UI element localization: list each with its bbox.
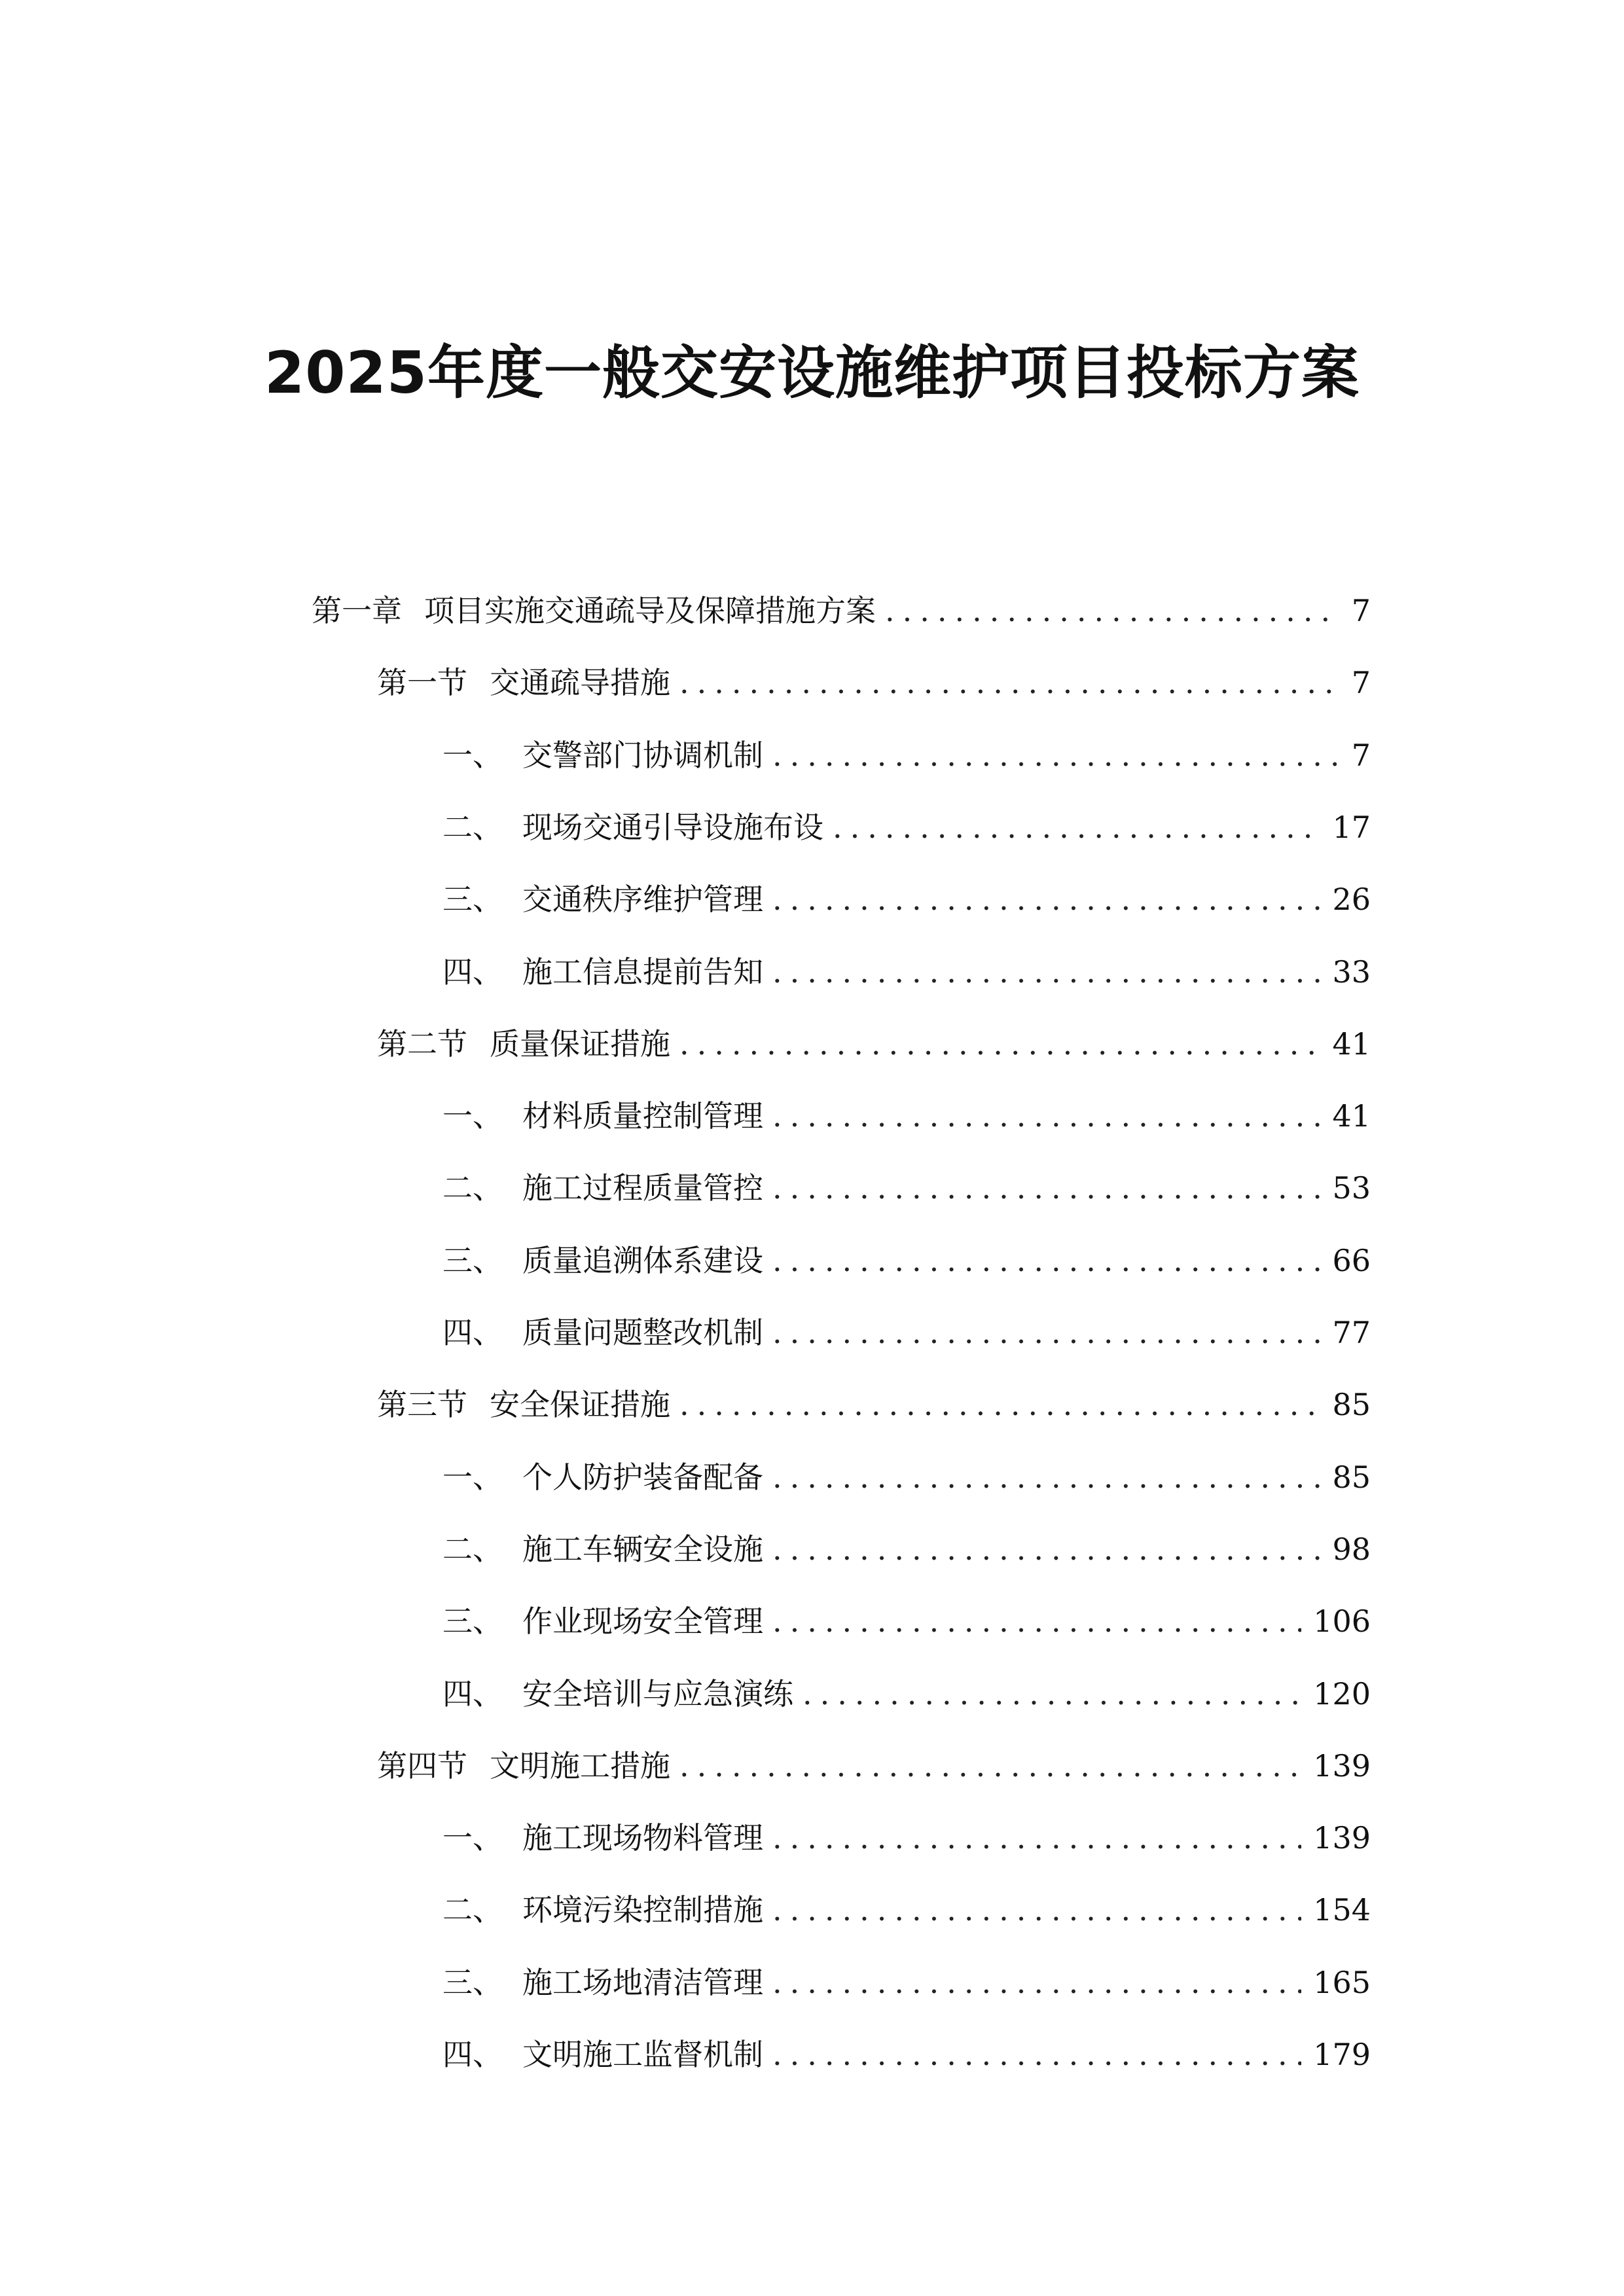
toc-entry[interactable]: [442, 863, 1371, 935]
toc-entry[interactable]: [442, 1152, 1371, 1224]
toc-entry-number: 二、: [442, 1532, 503, 1567]
toc-entry[interactable]: [442, 1658, 1371, 1730]
toc-entry[interactable]: [442, 1441, 1371, 1513]
toc-entry[interactable]: [442, 936, 1371, 1008]
toc-dot-leader: [679, 647, 1339, 719]
toc-entry[interactable]: [377, 1008, 1371, 1080]
toc-entry-page-number: 154: [1313, 1892, 1371, 1928]
toc-dot-leader: [772, 1152, 1320, 1224]
toc-entry-title: 文明施工措施: [490, 1748, 670, 1784]
toc-entry-page-number: 165: [1313, 1965, 1371, 2000]
toc-dot-leader: [803, 1658, 1301, 1730]
toc-entry-page-number: 7: [1351, 665, 1371, 700]
toc-entry-title: 施工场地清洁管理: [522, 1965, 763, 2000]
toc-dot-leader: [772, 1297, 1320, 1369]
toc-entry-title: 项目实施交通疏导及保障措施方案: [424, 593, 876, 628]
toc-entry-number: 二、: [442, 1892, 503, 1928]
toc-entry-page-number: 33: [1332, 954, 1371, 990]
toc-entry-page-number: 7: [1351, 738, 1371, 773]
toc-entry-number: 第一节: [377, 665, 467, 700]
toc-dot-leader: [772, 719, 1339, 791]
toc-entry-title: 个人防护装备配备: [522, 1460, 763, 1495]
toc-entry-page-number: 98: [1332, 1532, 1371, 1567]
toc-dot-leader: [772, 1513, 1320, 1585]
toc-entry[interactable]: [442, 719, 1371, 791]
toc-dot-leader: [772, 1802, 1301, 1874]
toc-entry-number: 三、: [442, 882, 503, 917]
toc-entry[interactable]: [442, 1513, 1371, 1585]
toc-entry-title: 环境污染控制措施: [522, 1892, 763, 1928]
toc-entry-number: 一、: [442, 1098, 503, 1134]
toc-entry-number: 二、: [442, 810, 503, 845]
toc-entry[interactable]: [377, 1369, 1371, 1441]
toc-entry-number: 四、: [442, 1676, 503, 1712]
toc-dot-leader: [679, 1369, 1320, 1441]
toc-entry[interactable]: [442, 1225, 1371, 1297]
toc-entry-number: 第一章: [312, 593, 402, 628]
toc-entry-number: 一、: [442, 1820, 503, 1856]
toc-entry-page-number: 77: [1332, 1315, 1371, 1350]
toc-dot-leader: [772, 1441, 1320, 1513]
toc-entry-title: 施工过程质量管控: [522, 1170, 763, 1206]
toc-entry-page-number: 120: [1313, 1676, 1371, 1712]
toc-entry-title: 作业现场安全管理: [522, 1604, 763, 1639]
document-title: 2025年度一般交安设施维护项目投标方案: [264, 339, 1360, 406]
toc-entry-title: 现场交通引导设施布设: [522, 810, 823, 845]
toc-entry-title: 施工车辆安全设施: [522, 1532, 763, 1567]
toc-dot-leader: [772, 1080, 1320, 1152]
toc-entry-title: 安全保证措施: [490, 1387, 670, 1422]
toc-entry-title: 施工信息提前告知: [522, 954, 763, 990]
toc-dot-leader: [772, 1946, 1301, 2018]
toc-entry-title: 质量问题整改机制: [522, 1315, 763, 1350]
toc-entry-number: 第四节: [377, 1748, 467, 1784]
toc-dot-leader: [772, 1585, 1301, 1657]
toc-entry-number: 第二节: [377, 1026, 467, 1062]
toc-entry[interactable]: [312, 575, 1371, 647]
toc-entry-title: 材料质量控制管理: [522, 1098, 763, 1134]
toc-dot-leader: [679, 1008, 1320, 1080]
toc-entry[interactable]: [442, 1585, 1371, 1657]
toc-entry-page-number: 41: [1332, 1098, 1371, 1134]
toc-entry[interactable]: [442, 1080, 1371, 1152]
toc-entry-number: 三、: [442, 1604, 503, 1639]
toc-dot-leader: [772, 936, 1320, 1008]
toc-entry-number: 三、: [442, 1243, 503, 1278]
toc-entry-number: 四、: [442, 2037, 503, 2072]
toc-entry-title: 交通疏导措施: [490, 665, 670, 700]
toc-entry-number: 四、: [442, 1315, 503, 1350]
toc-entry-title: 质量保证措施: [490, 1026, 670, 1062]
toc-entry-page-number: 85: [1332, 1387, 1371, 1422]
toc-entry[interactable]: [442, 1874, 1371, 1946]
toc-entry[interactable]: [442, 1802, 1371, 1874]
toc-entry[interactable]: [442, 1946, 1371, 2018]
toc-entry[interactable]: [442, 2018, 1371, 2090]
toc-entry-number: 四、: [442, 954, 503, 990]
toc-dot-leader: [833, 791, 1320, 863]
toc-entry-number: 二、: [442, 1170, 503, 1206]
toc-entry-title: 施工现场物料管理: [522, 1820, 763, 1856]
toc-entry-number: 一、: [442, 738, 503, 773]
toc-entry-page-number: 66: [1332, 1243, 1371, 1278]
toc-entry-page-number: 26: [1332, 882, 1371, 917]
toc-dot-leader: [772, 863, 1320, 935]
toc-entry-title: 交通秩序维护管理: [522, 882, 763, 917]
toc-entry-page-number: 41: [1332, 1026, 1371, 1062]
toc-entry-page-number: 85: [1332, 1460, 1371, 1495]
toc-entry[interactable]: [442, 791, 1371, 863]
toc-entry-title: 文明施工监督机制: [522, 2037, 763, 2072]
toc-entry-page-number: 53: [1332, 1170, 1371, 1206]
toc-entry-title: 安全培训与应急演练: [522, 1676, 793, 1712]
toc-entry[interactable]: [442, 1297, 1371, 1369]
toc-entry-number: 第三节: [377, 1387, 467, 1422]
toc-dot-leader: [772, 2018, 1301, 2090]
toc-entry-page-number: 139: [1313, 1748, 1371, 1784]
toc-dot-leader: [679, 1730, 1301, 1802]
toc-entry-title: 质量追溯体系建设: [522, 1243, 763, 1278]
toc-entry-page-number: 179: [1313, 2037, 1371, 2072]
toc-entry-number: 三、: [442, 1965, 503, 2000]
toc-dot-leader: [885, 575, 1339, 647]
toc-entry-page-number: 139: [1313, 1820, 1371, 1856]
toc-entry[interactable]: [377, 1730, 1371, 1802]
toc-entry-title: 交警部门协调机制: [522, 738, 763, 773]
toc-entry-page-number: 17: [1332, 810, 1371, 845]
toc-entry-number: 一、: [442, 1460, 503, 1495]
toc-entry-page-number: 7: [1351, 593, 1371, 628]
toc-entry[interactable]: [377, 647, 1371, 719]
toc-dot-leader: [772, 1874, 1301, 1946]
toc-dot-leader: [772, 1225, 1320, 1297]
toc-entry-page-number: 106: [1313, 1604, 1371, 1639]
